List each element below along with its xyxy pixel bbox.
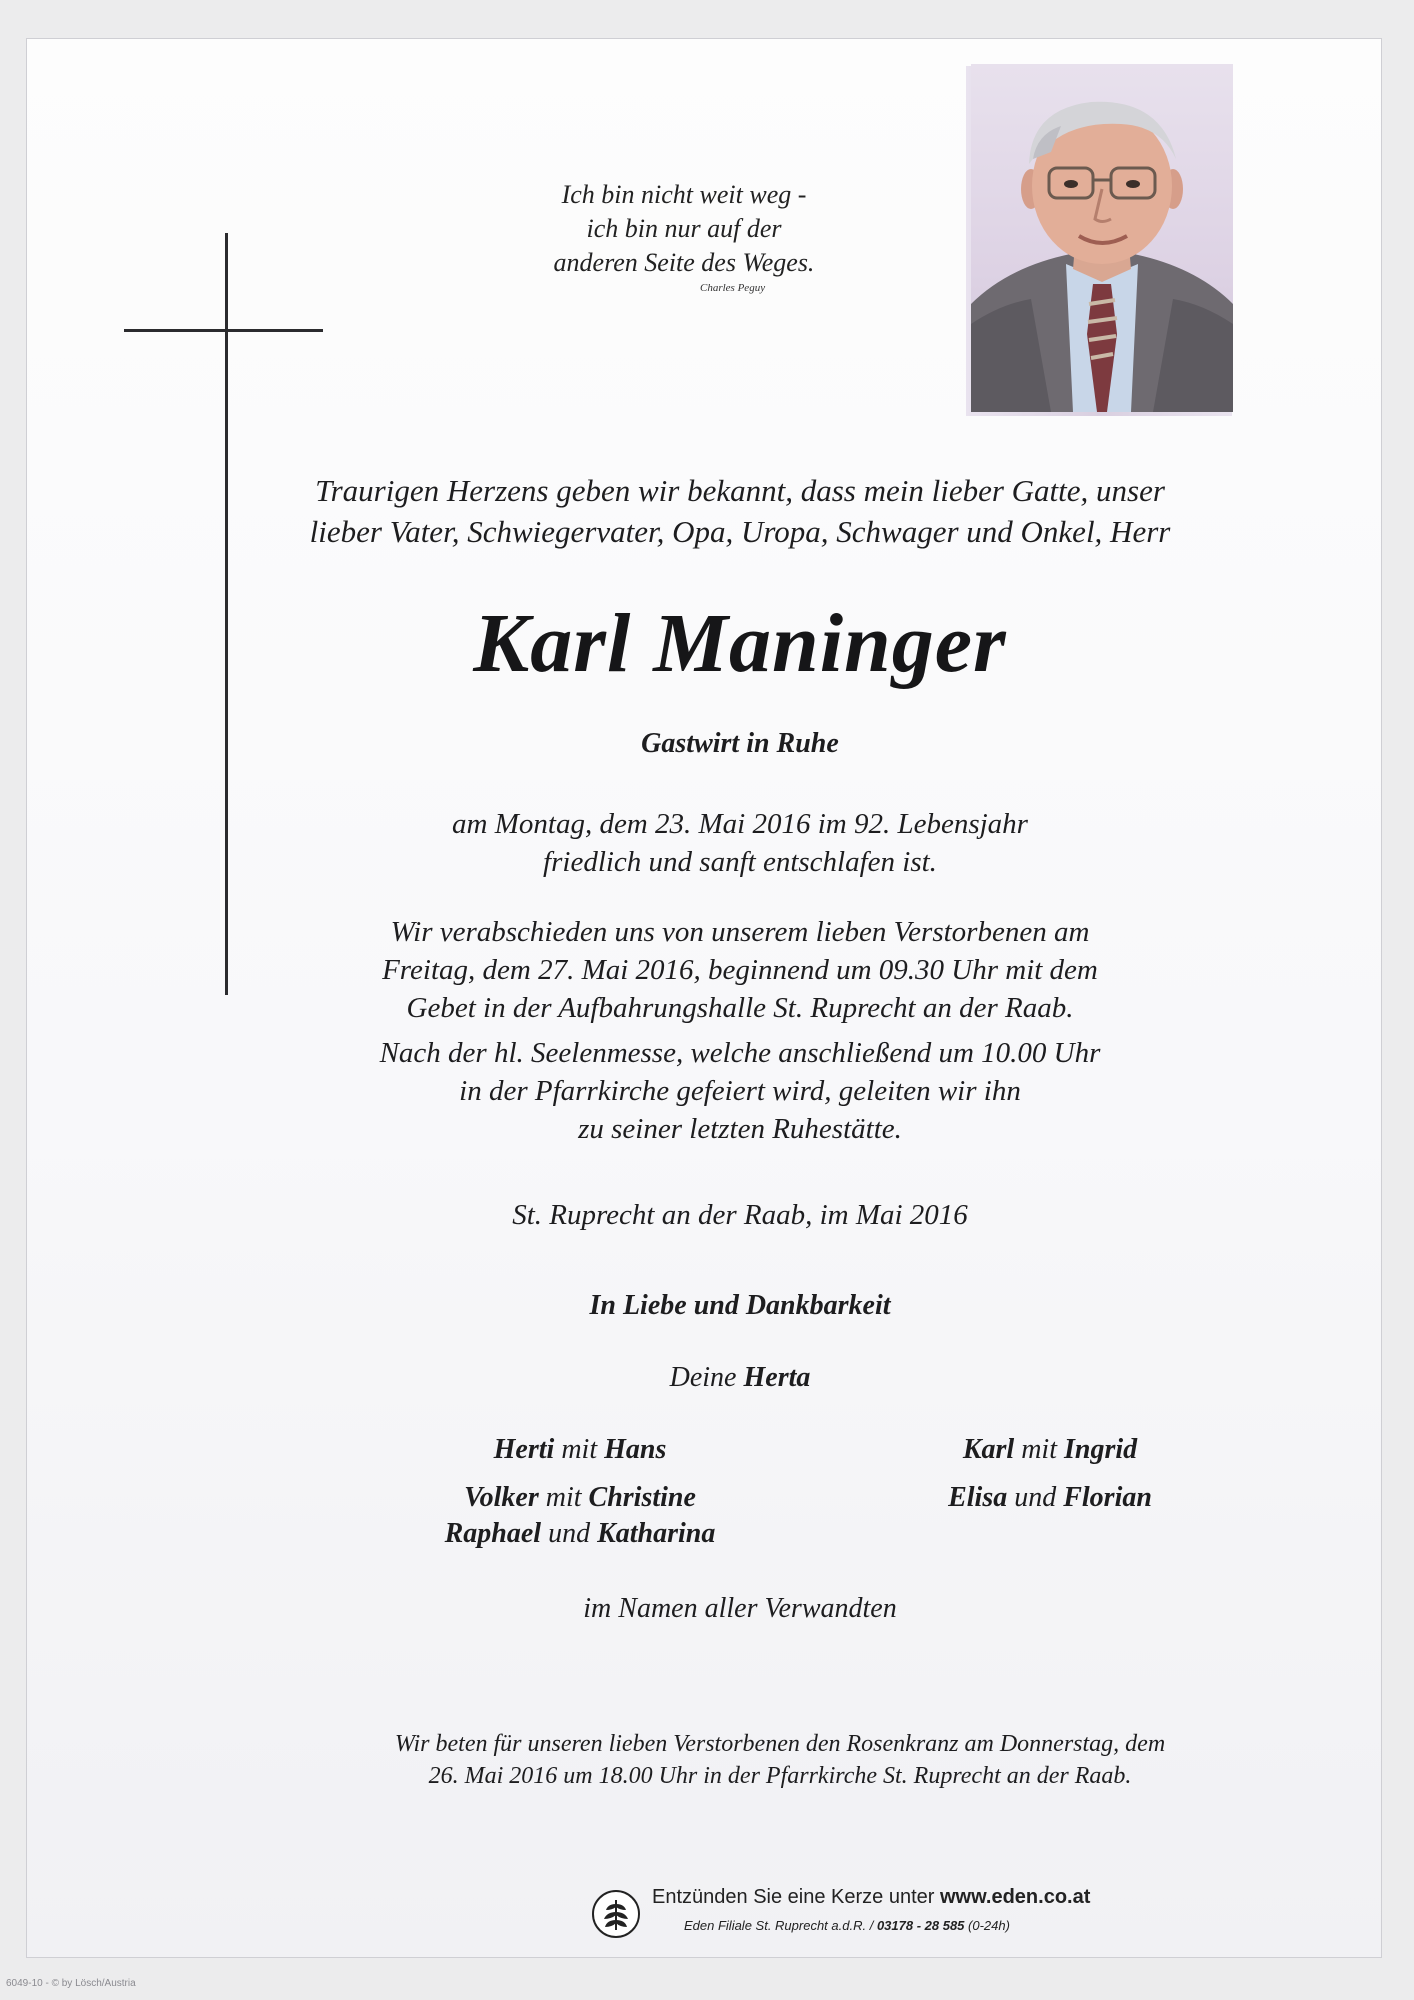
intro-line: Traurigen Herzens geben wir bekannt, dass mein lieber Gatte, unser	[315, 473, 1165, 508]
closing-phrase: In Liebe und Dankbarkeit	[589, 1290, 891, 1321]
family-member: Volker	[464, 1482, 539, 1513]
deceased-name: Karl Maninger	[473, 597, 1007, 690]
footer	[592, 1886, 1112, 1956]
family-member: Raphael	[444, 1518, 542, 1549]
deceased-title: Gastwirt in Ruhe	[641, 728, 839, 759]
family-member: Herti	[493, 1434, 555, 1465]
family-left-column	[400, 1432, 760, 1564]
leaf-icon-graphic	[594, 1892, 638, 1936]
candle-text: Entzünden Sie eine Kerze unter	[652, 1886, 935, 1908]
mass-line: Nach der hl. Seelenmesse, welche anschließend um 10.00 Uhr	[379, 1037, 1101, 1069]
all-relatives-line: im Namen aller Verwandten	[583, 1593, 897, 1624]
portrait-illustration	[971, 64, 1233, 412]
death-line: friedlich und sanft entschlafen ist.	[543, 846, 937, 878]
wife-line	[300, 1362, 1180, 1394]
family-member: Florian	[1063, 1482, 1152, 1513]
candle-link-line	[652, 1886, 1090, 1909]
death-notice	[300, 805, 1180, 881]
quote-line: anderen Seite des Weges.	[553, 248, 815, 277]
leaf-icon	[592, 1890, 640, 1938]
family-entry	[400, 1516, 760, 1564]
mass-line: zu seiner letzten Ruhestätte.	[578, 1113, 902, 1145]
mass-notice	[300, 1034, 1180, 1148]
family-right-column	[870, 1432, 1230, 1528]
farewell-line: Wir verabschieden uns von unserem lieben Verstorbenen am	[390, 916, 1090, 948]
death-line: am Montag, dem 23. Mai 2016 im 92. Lebensjahr	[452, 808, 1028, 840]
family-member: Christine	[588, 1482, 696, 1513]
wife-prefix: Deine	[669, 1362, 737, 1393]
portrait-photo	[971, 64, 1233, 412]
phone-hours: (0-24h)	[968, 1918, 1010, 1933]
rosary-line: Wir beten für unseren lieben Verstorbenen den Rosenkranz am Donnerstag, dem	[394, 1731, 1166, 1757]
website-link[interactable]: www.eden.co.at	[939, 1886, 1091, 1908]
family-member: Karl	[962, 1434, 1015, 1465]
intro-line: lieber Vater, Schwiegervater, Opa, Uropa, Schwager und Onkel, Herr	[309, 514, 1171, 549]
quote-author: Charles Peguy	[700, 282, 766, 294]
branch-contact-line	[684, 1918, 1010, 1933]
quote-line: ich bin nur auf der	[586, 214, 782, 243]
family-joiner: und	[1014, 1482, 1057, 1513]
announcement-intro	[300, 470, 1180, 552]
family-joiner: und	[548, 1518, 591, 1549]
family-entry	[870, 1432, 1230, 1480]
wife-name: Herta	[743, 1362, 811, 1393]
family-entry	[400, 1480, 760, 1516]
family-joiner: mit	[545, 1482, 582, 1513]
farewell-line: Freitag, dem 27. Mai 2016, beginnend um 09.30 Uhr mit dem	[382, 954, 1098, 986]
cross-horizontal-bar	[124, 329, 323, 332]
farewell-line: Gebet in der Aufbahrungshalle St. Ruprecht an der Raab.	[406, 992, 1074, 1024]
mass-line: in der Pfarrkirche gefeiert wird, geleiten wir ihn	[459, 1075, 1021, 1107]
phone-number: 03178 - 28 585	[876, 1918, 965, 1933]
branch-name: Eden Filiale St. Ruprecht a.d.R. /	[684, 1918, 874, 1933]
family-joiner: mit	[1021, 1434, 1057, 1465]
cross-vertical-bar	[225, 233, 228, 995]
family-member: Ingrid	[1063, 1434, 1138, 1465]
place-and-date: St. Ruprecht an der Raab, im Mai 2016	[512, 1199, 968, 1231]
print-code: 6049-10 - © by Lösch/Austria	[6, 1978, 136, 1989]
family-joiner: mit	[561, 1434, 598, 1465]
quote	[534, 178, 834, 280]
farewell-notice	[300, 913, 1180, 1027]
family-member: Katharina	[597, 1518, 716, 1549]
family-entry	[400, 1432, 760, 1480]
quote-line: Ich bin nicht weit weg -	[561, 180, 807, 209]
family-member: Hans	[604, 1434, 667, 1465]
family-member: Elisa	[948, 1482, 1008, 1513]
family-entry	[870, 1480, 1230, 1528]
rosary-line: 26. Mai 2016 um 18.00 Uhr in der Pfarrkirche St. Ruprecht an der Raab.	[428, 1763, 1132, 1789]
rosary-notice	[360, 1728, 1200, 1792]
